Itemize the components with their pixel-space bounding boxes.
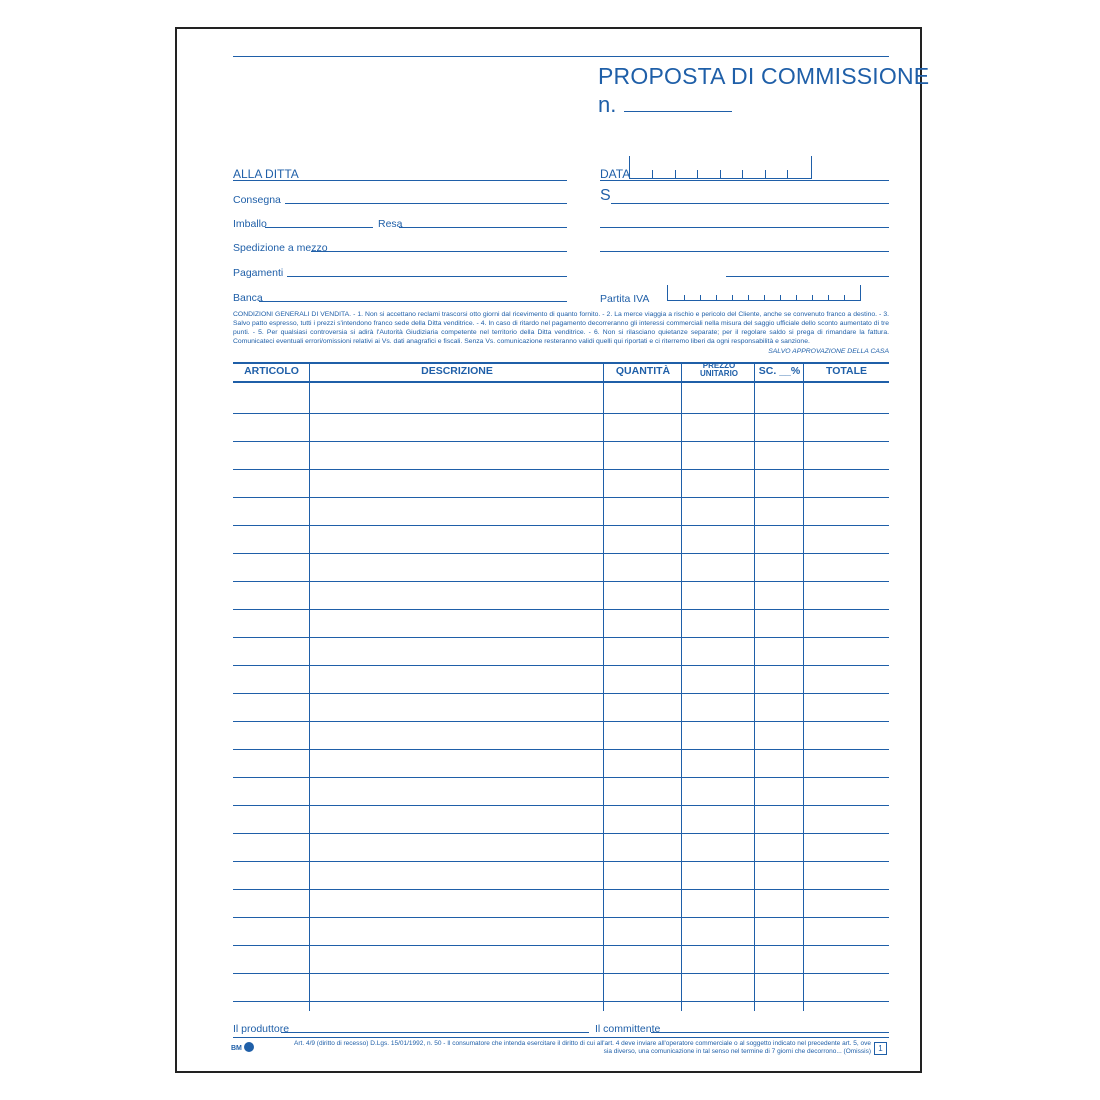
consegna-label: Consegna — [233, 194, 281, 206]
footer-rule — [233, 1037, 889, 1038]
table-divider-4 — [754, 362, 755, 1011]
resa-label: Resa — [378, 218, 403, 230]
table-divider-3 — [681, 362, 682, 1011]
data-rule — [600, 180, 889, 181]
resa-field[interactable] — [399, 227, 567, 228]
table-row[interactable] — [233, 973, 889, 974]
produttore-signature[interactable] — [281, 1032, 589, 1033]
form-title: PROPOSTA DI COMMISSIONE — [598, 63, 930, 89]
table-row[interactable] — [233, 581, 889, 582]
col-sconto: SC. __% — [758, 365, 801, 377]
publisher-logo-icon — [244, 1042, 254, 1052]
banca-field[interactable] — [259, 301, 567, 302]
consegna-field[interactable] — [285, 203, 567, 204]
alla-ditta-label: ALLA DITTA — [233, 167, 299, 181]
imballo-label: Imballo — [233, 218, 267, 230]
copy-number: 1 — [874, 1042, 887, 1055]
table-divider-5 — [803, 362, 804, 1011]
imballo-field[interactable] — [265, 227, 373, 228]
table-row[interactable] — [233, 945, 889, 946]
col-prezzo-unitario: PREZZO UNITARIO — [699, 361, 739, 378]
table-header-rule — [233, 381, 889, 383]
committente-label: Il committente — [595, 1023, 661, 1035]
col-totale: TOTALE — [825, 365, 868, 377]
produttore-label: Il produttore — [233, 1023, 290, 1035]
date-box[interactable] — [629, 156, 812, 179]
publisher-logo-text: BM — [231, 1045, 242, 1052]
spedizione-field[interactable] — [311, 251, 567, 252]
table-row[interactable] — [233, 525, 889, 526]
committente-signature[interactable] — [651, 1032, 889, 1033]
table-row[interactable] — [233, 441, 889, 442]
table-row[interactable] — [233, 805, 889, 806]
col-descrizione: DESCRIZIONE — [421, 365, 493, 377]
banca-label: Banca — [233, 292, 263, 304]
top-rule — [233, 56, 889, 57]
approval-note: SALVO APPROVAZIONE DELLA CASA — [768, 348, 889, 355]
table-row[interactable] — [233, 469, 889, 470]
address-line-3[interactable] — [726, 276, 889, 277]
table-row[interactable] — [233, 777, 889, 778]
table-row[interactable] — [233, 413, 889, 414]
table-row[interactable] — [233, 861, 889, 862]
partita-iva-label: Partita IVA — [600, 293, 650, 305]
partita-iva-box[interactable] — [667, 285, 861, 301]
table-row[interactable] — [233, 693, 889, 694]
address-line-2[interactable] — [600, 251, 889, 252]
col-articolo: ARTICOLO — [244, 365, 299, 377]
s-field[interactable] — [611, 203, 889, 204]
number-label: n. — [598, 92, 617, 117]
spedizione-label: Spedizione a mezzo — [233, 242, 328, 254]
data-label: DATA — [600, 167, 631, 181]
order-form-sheet — [175, 27, 930, 1073]
table-row[interactable] — [233, 749, 889, 750]
table-row[interactable] — [233, 637, 889, 638]
col-quantita: QUANTITÀ — [615, 365, 671, 377]
table-row[interactable] — [233, 889, 889, 890]
s-label: S — [600, 187, 611, 204]
table-row[interactable] — [233, 917, 889, 918]
legal-note: Art. 4/9 (diritto di recesso) D.Lgs. 15/01/1992, n. 50 - Il consumatore che intenda esercitare il diritto di cui all'art. 4 deve inviare all'operatore commerciale o al soggetto indicato nel precedente art. 5, ove sia diverso, una comunicazione in tal senso nel termine di 7 giorni che decorrono... (Omissis) — [294, 1040, 871, 1055]
table-row[interactable] — [233, 609, 889, 610]
pagamenti-label: Pagamenti — [233, 267, 284, 279]
table-row[interactable] — [233, 665, 889, 666]
alla-ditta-field[interactable] — [233, 180, 567, 181]
table-divider-1 — [309, 362, 310, 1011]
table-row[interactable] — [233, 553, 889, 554]
pagamenti-field[interactable] — [287, 276, 567, 277]
table-row[interactable] — [233, 721, 889, 722]
number-field[interactable] — [624, 111, 732, 112]
table-row[interactable] — [233, 1001, 889, 1002]
table-divider-2 — [603, 362, 604, 1011]
address-line-1[interactable] — [600, 227, 889, 228]
conditions-text: CONDIZIONI GENERALI DI VENDITA. - 1. Non si accettano reclami trascorsi otto giorni dal ricevimento di quanto fornito. - 2. La merce viaggia a rischio e pericolo del Cliente, anche se convenuto franco a destino. - 3. Salvo patto espresso, tutti i prezzi s'intendono franco sede della Ditta venditrice. - 4. In caso di ritardo nel pagamento decorreranno gli interessi commerciali nella misura del saggio ufficiale dello sconto aumentato di tre punti. - 5. Per qualsiasi controversia si adirà l'Autorità Giudiziaria competente nel territorio della Ditta venditrice. - 6. Non si rilasciano quietanze separate; per il regolare saldo si prega di rimandare la fattura. Comunicateci eventuali errori/omissioni relativi ai Vs. dati anagrafici e fiscali. Senza Vs. comunicazione resteranno validi quelli qui riportati e ci riterremo liberi da ogni responsabilità e sanzione. — [233, 311, 889, 345]
table-row[interactable] — [233, 497, 889, 498]
table-top-rule — [233, 362, 889, 364]
table-row[interactable] — [233, 833, 889, 834]
